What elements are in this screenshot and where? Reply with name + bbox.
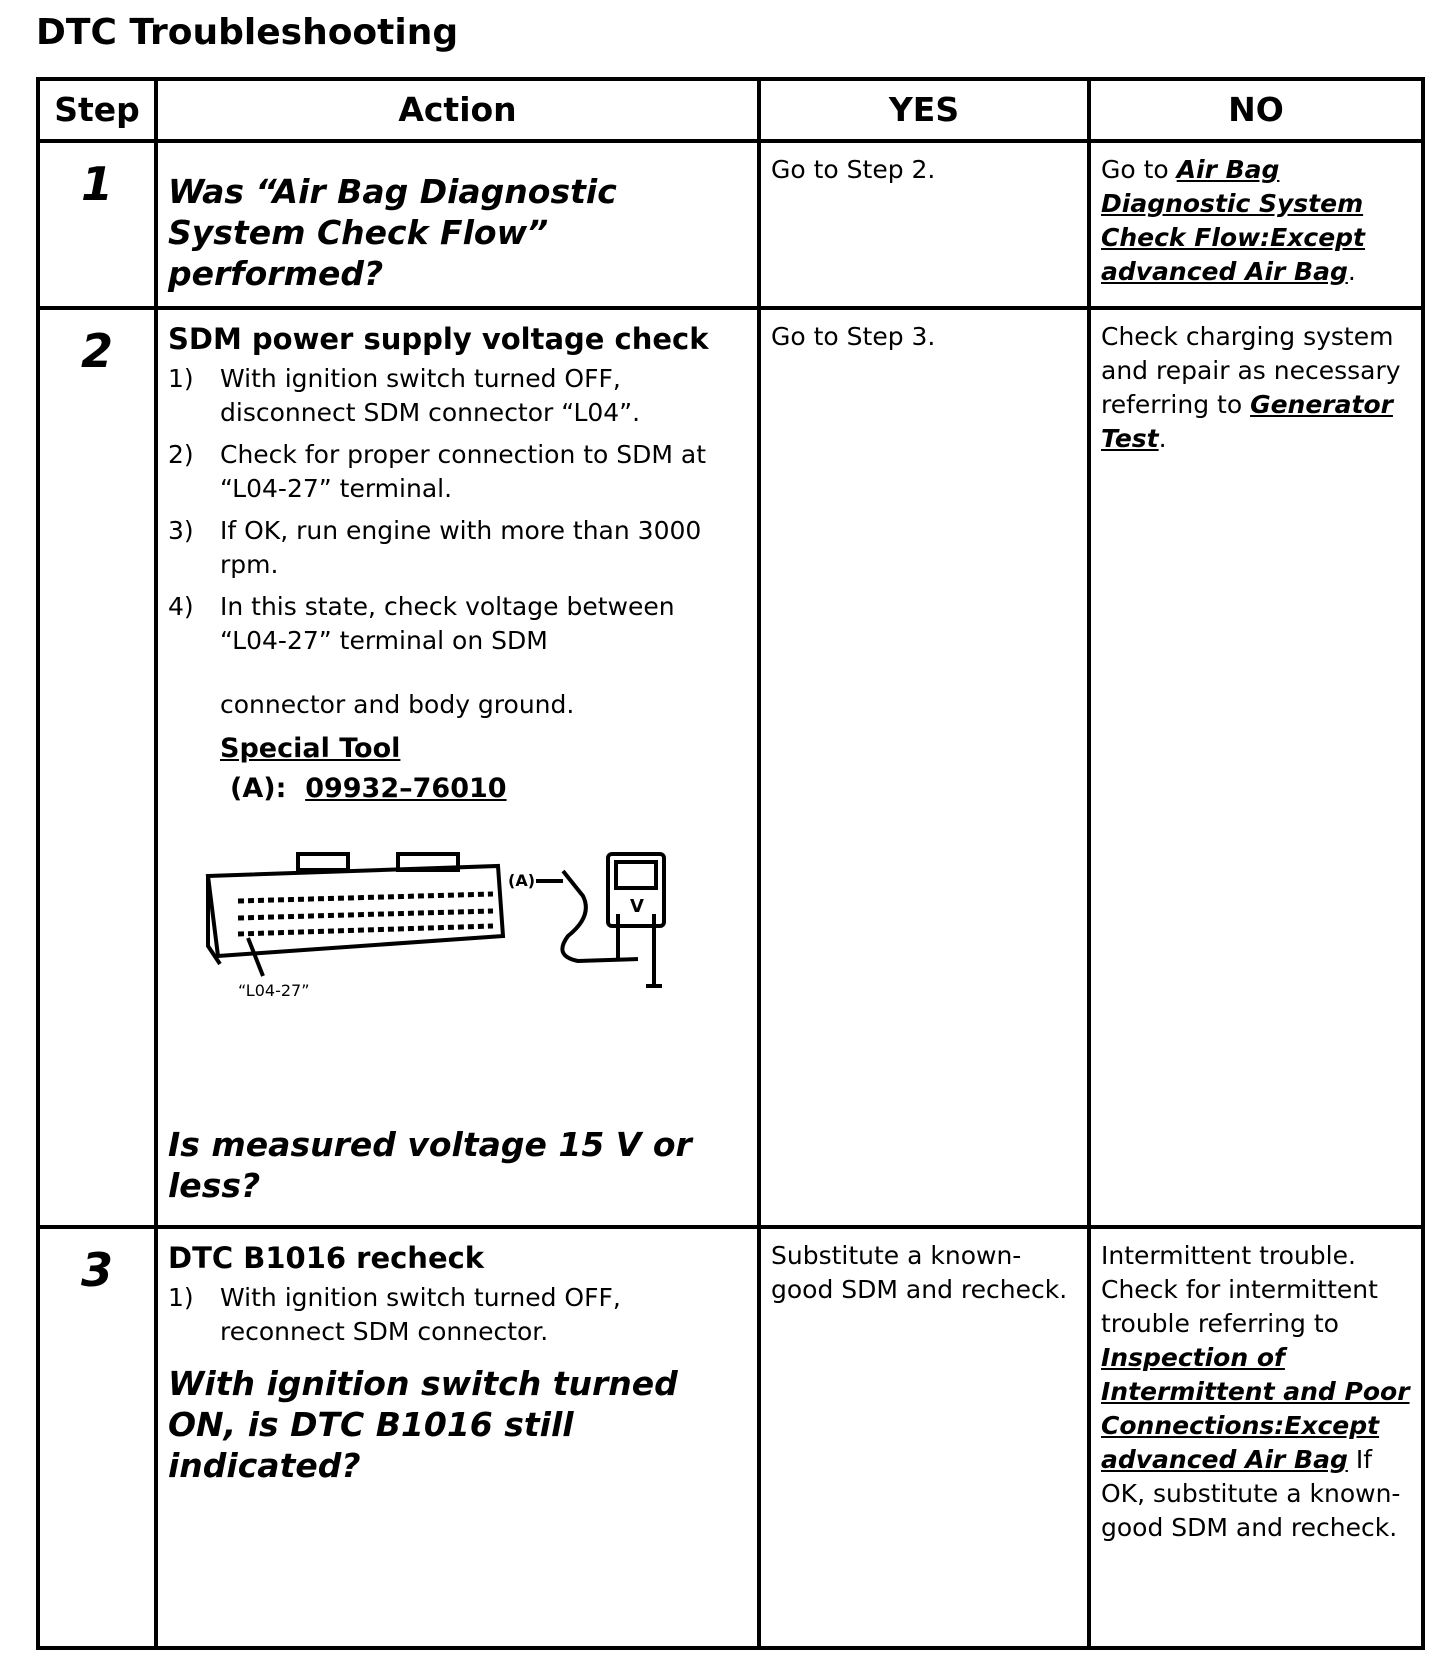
item-number: 3) [168, 516, 194, 545]
yes-cell: Substitute a known-good SDM and recheck. [759, 1227, 1089, 1648]
step-list [168, 1281, 747, 1349]
connector-voltmeter-diagram [198, 826, 758, 1006]
tool-prefix: (A): [230, 773, 287, 804]
step-heading: DTC B1016 recheck [168, 1241, 485, 1275]
tool-number-link[interactable]: 09932–76010 [305, 773, 507, 804]
header-yes: YES [759, 79, 1089, 141]
no-text: Check charging system and repair as necessary referring to [1101, 322, 1401, 419]
special-tool-line [230, 772, 747, 806]
page-title: DTC Troubleshooting [36, 12, 459, 53]
header-action: Action [156, 79, 759, 141]
item-number: 1) [168, 1283, 194, 1312]
item-text: With ignition switch turned OFF, reconnect SDM connector. [220, 1283, 621, 1346]
item-number: 2) [168, 440, 194, 469]
no-text: Go to [1101, 155, 1177, 184]
list-item [168, 514, 747, 582]
action-cell [156, 1227, 759, 1648]
item-number: 4) [168, 592, 194, 621]
no-suffix: . [1158, 424, 1167, 453]
no-cell [1089, 1227, 1423, 1648]
question: Was “Air Bag Diagnostic System Check Flow” performed? [168, 172, 617, 293]
item-number: 1) [168, 364, 194, 393]
troubleshooting-table [36, 77, 1425, 1650]
link-inspection-intermittent[interactable]: Inspection of Intermittent and Poor Connections:Except advanced Air Bag [1101, 1343, 1410, 1474]
list-item [168, 590, 747, 658]
no-cell [1089, 141, 1423, 308]
step-list [168, 362, 747, 658]
terminal-label: “L04-27” [238, 981, 310, 1000]
item-text: In this state, check voltage between “L04-27” terminal on SDM [220, 592, 675, 655]
list-item [168, 1281, 747, 1349]
table-row [38, 1227, 1423, 1648]
yes-cell: Go to Step 2. [759, 141, 1089, 308]
connector-illustration [208, 854, 503, 976]
voltmeter-icon [536, 854, 664, 986]
item-text: If OK, run engine with more than 3000 rpm. [220, 516, 702, 579]
no-cell [1089, 308, 1423, 1227]
header-no: NO [1089, 79, 1423, 141]
item-text: Check for proper connection to SDM at “L04-27” terminal. [220, 440, 707, 503]
no-suffix: If OK, substitute a known-good SDM and recheck. [1101, 1445, 1401, 1542]
item-continuation: connector and body ground. [220, 690, 575, 719]
special-tool-label: Special Tool [220, 733, 401, 764]
table-row [38, 308, 1423, 1227]
table-row [38, 141, 1423, 308]
yes-cell: Go to Step 3. [759, 308, 1089, 1227]
meter-label: V [630, 896, 644, 917]
step-number: 2 [38, 308, 156, 1227]
question: With ignition switch turned ON, is DTC B1016 still indicated? [168, 1364, 678, 1485]
header-step: Step [38, 79, 156, 141]
item-text: With ignition switch turned OFF, disconnect SDM connector “L04”. [220, 364, 641, 427]
step-heading: SDM power supply voltage check [168, 322, 709, 356]
link-system-check-flow[interactable]: Air Bag Diagnostic System Check Flow:Except advanced Air Bag [1101, 155, 1365, 286]
list-item [168, 362, 747, 430]
link-generator-test[interactable]: Generator Test [1101, 390, 1393, 453]
no-text: Intermittent trouble. Check for intermittent trouble referring to [1101, 1241, 1378, 1338]
tool-label: (A) [508, 871, 536, 890]
table-header-row [38, 79, 1423, 141]
step-number: 1 [38, 141, 156, 308]
question: Is measured voltage 15 V or less? [168, 1125, 692, 1205]
action-cell [156, 308, 759, 1227]
action-cell [156, 141, 759, 308]
step-number: 3 [38, 1227, 156, 1648]
no-suffix: . [1347, 257, 1356, 286]
list-item [168, 438, 747, 506]
